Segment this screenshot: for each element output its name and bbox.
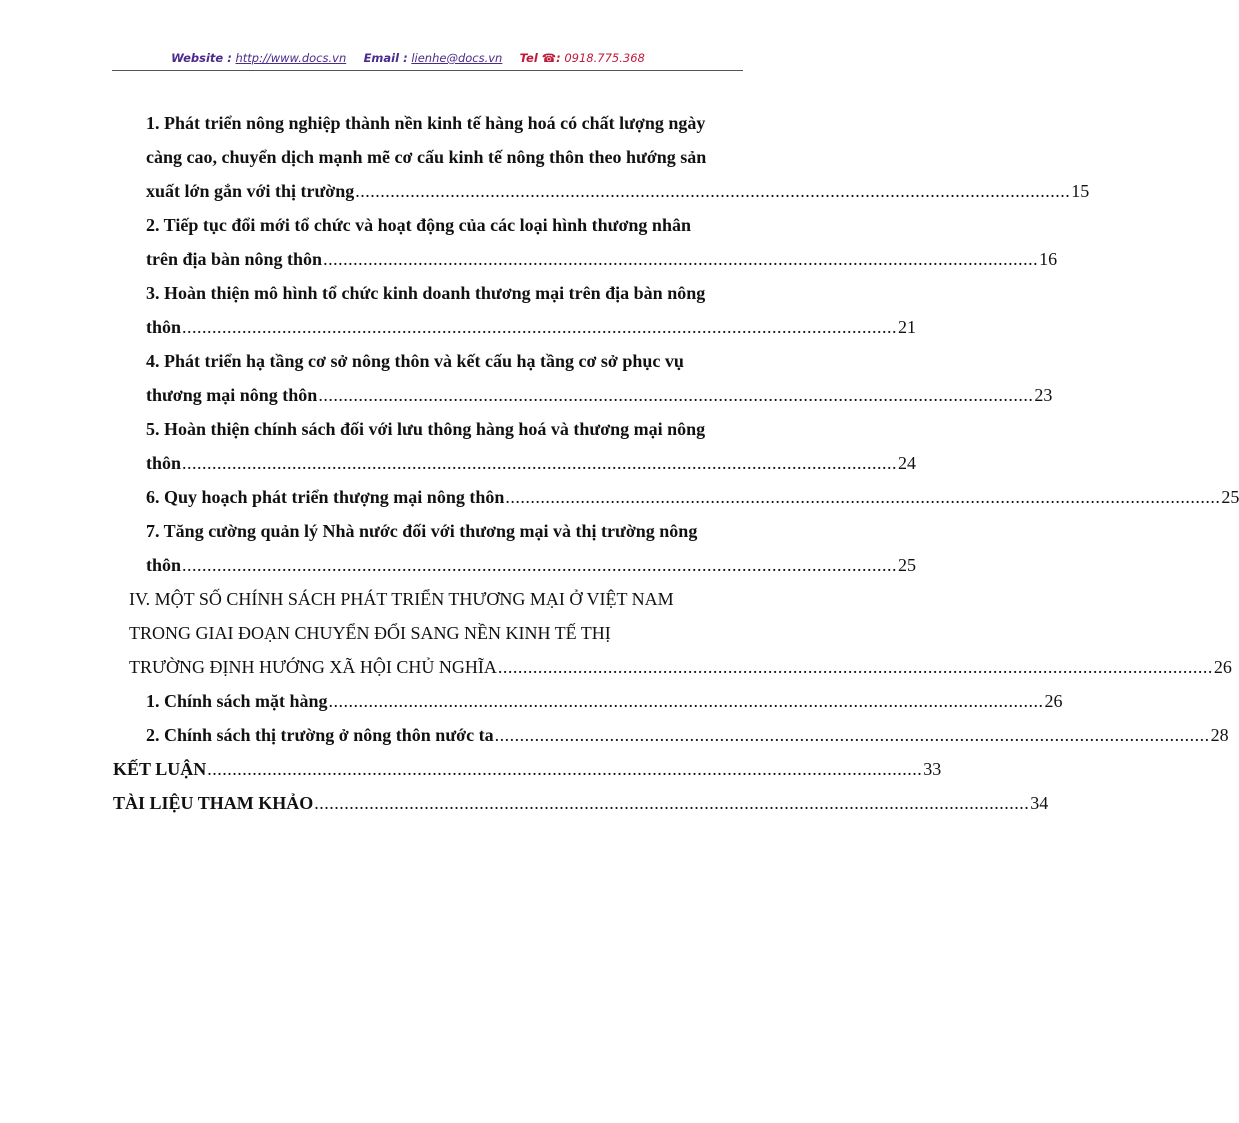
toc-page-number: 24	[898, 453, 917, 473]
dot-leader: ...............................................................................................................................................	[314, 793, 1030, 813]
dot-leader: ...............................................................................................................................................	[497, 657, 1213, 677]
toc-entry-7[interactable]	[0, 514, 917, 582]
toc-page-number: 25	[898, 555, 917, 575]
toc-page-number: 23	[1034, 385, 1053, 405]
dot-leader: ...............................................................................................................................................	[494, 725, 1210, 745]
toc-entry-text: 1. Chính sách mặt hàng	[146, 691, 328, 711]
toc-entry-references[interactable]	[0, 786, 1049, 820]
toc-entry-text: 2. Tiếp tục đổi mới tổ chức và hoạt động của các loại hình thương nhân	[146, 215, 691, 235]
toc-entry-text: càng cao, chuyển dịch mạnh mẽ cơ cấu kinh tế nông thôn theo hướng sản	[146, 147, 707, 167]
dot-leader: ...............................................................................................................................................	[182, 317, 898, 337]
toc-entry-5[interactable]	[0, 412, 917, 480]
toc-entry-text: 4. Phát triển hạ tầng cơ sở nông thôn và kết cấu hạ tầng cơ sở phục vụ	[146, 351, 684, 371]
toc-entry-text: trên địa bàn nông thôn	[146, 249, 323, 269]
dot-leader: ...............................................................................................................................................	[355, 181, 1071, 201]
website-link[interactable]: http://www.docs.vn	[235, 51, 347, 65]
toc-page-number: 28	[1210, 725, 1229, 745]
toc-entry-2[interactable]	[0, 208, 1058, 276]
toc-entry-text: 5. Hoàn thiện chính sách đối với lưu thông hàng hoá và thương mại nông	[146, 419, 706, 439]
dot-leader: ...............................................................................................................................................	[323, 249, 1039, 269]
toc-entry-6[interactable]	[0, 480, 1239, 514]
dot-leader: ...............................................................................................................................................	[505, 487, 1221, 507]
toc-entry-iv-1[interactable]	[0, 684, 1063, 718]
email-label: Email :	[363, 51, 408, 65]
toc-entry-section-iv[interactable]	[0, 582, 1232, 684]
toc-entry-1[interactable]	[0, 106, 1090, 208]
toc-entry-text: TÀI LIỆU THAM KHẢO	[113, 793, 314, 813]
toc-entry-text: 2. Chính sách thị trường ở nông thôn nước ta	[146, 725, 494, 745]
toc-entry-iv-2[interactable]	[0, 718, 1229, 752]
toc-entry-3[interactable]	[0, 276, 917, 344]
toc-entry-text: 6. Quy hoạch phát triển thượng mại nông thôn	[146, 487, 505, 507]
toc-page-number: 34	[1030, 793, 1049, 813]
dot-leader: ...............................................................................................................................................	[182, 555, 898, 575]
toc-entry-text: TRƯỜNG ĐỊNH HƯỚNG XÃ HỘI CHỦ NGHĨA	[129, 657, 497, 677]
email-link[interactable]: lienhe@docs.vn	[411, 51, 503, 65]
toc-entry-text: thôn	[146, 317, 182, 337]
toc-entry-text: thôn	[146, 453, 182, 473]
tel-label: Tel ☎:	[519, 51, 561, 65]
toc-entry-text: 7. Tăng cường quản lý Nhà nước đối với thương mại và thị trường nông	[146, 521, 698, 541]
toc-entry-text: thương mại nông thôn	[146, 385, 318, 405]
toc-entry-text: thôn	[146, 555, 182, 575]
tel-number: 0918.775.368	[564, 51, 645, 65]
toc-entry-conclusion[interactable]	[0, 752, 942, 786]
toc-page-number: 26	[1044, 691, 1063, 711]
toc-page-number: 15	[1071, 181, 1090, 201]
toc-entry-4[interactable]	[0, 344, 1053, 412]
toc-entry-text: KẾT LUẬN	[113, 759, 207, 779]
table-of-contents	[0, 106, 1239, 820]
dot-leader: ...............................................................................................................................................	[207, 759, 923, 779]
toc-page-number: 25	[1221, 487, 1239, 507]
header-rule	[112, 70, 743, 71]
dot-leader: ...............................................................................................................................................	[328, 691, 1044, 711]
toc-entry-text: 1. Phát triển nông nghiệp thành nền kinh tế hàng hoá có chất lượng ngày	[146, 113, 706, 133]
dot-leader: ...............................................................................................................................................	[318, 385, 1034, 405]
dot-leader: ...............................................................................................................................................	[182, 453, 898, 473]
toc-page-number: 26	[1213, 657, 1232, 677]
toc-page-number: 16	[1039, 249, 1058, 269]
page-header	[0, 51, 816, 65]
toc-page-number: 33	[923, 759, 942, 779]
website-label: Website :	[171, 51, 232, 65]
toc-entry-text: xuất lớn gắn với thị trường	[146, 181, 355, 201]
toc-page-number: 21	[898, 317, 917, 337]
toc-entry-text: 3. Hoàn thiện mô hình tổ chức kinh doanh thương mại trên địa bàn nông	[146, 283, 706, 303]
toc-entry-text: IV. MỘT SỐ CHÍNH SÁCH PHÁT TRIỂN THƯƠNG MẠI Ở VIỆT NAM	[129, 589, 674, 609]
toc-entry-text: TRONG GIAI ĐOẠN CHUYỂN ĐỔI SANG NỀN KINH TẾ THỊ	[129, 623, 611, 643]
